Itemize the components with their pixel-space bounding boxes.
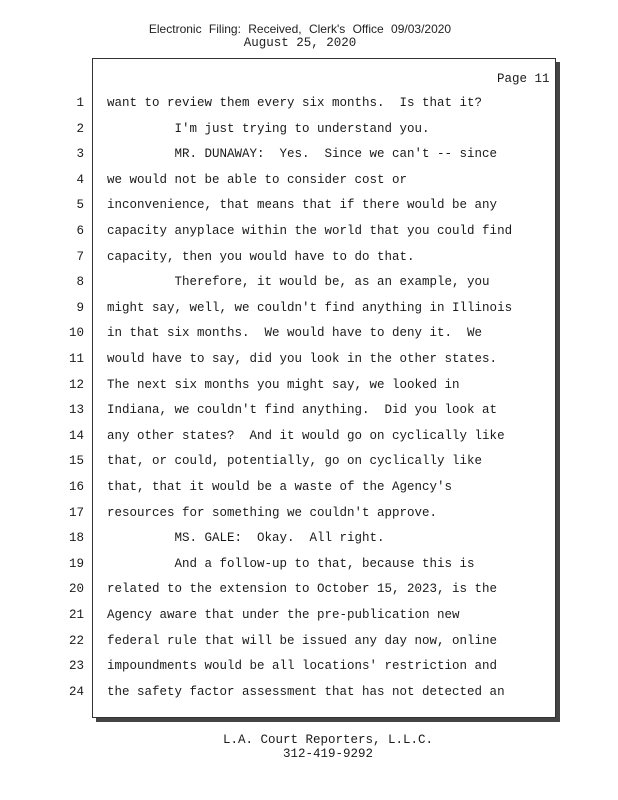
line-number: 7 <box>76 249 84 264</box>
efiling-stamp: Electronic Filing: Received, Clerk's Office 09/03/2020 <box>148 22 452 36</box>
transcript-line <box>0 145 560 163</box>
line-text: might say, well, we couldn't find anything in Illinois <box>107 300 513 315</box>
transcript-line <box>0 478 560 496</box>
line-number: 17 <box>68 505 84 520</box>
line-number: 2 <box>76 121 84 136</box>
line-number: 8 <box>76 275 84 290</box>
line-text: capacity, then you would have to do that. <box>107 249 415 264</box>
line-text: MS. GALE: Okay. All right. <box>107 531 385 546</box>
transcript-line <box>0 401 560 419</box>
line-text: inconvenience, that means that if there would be any <box>107 198 498 213</box>
line-text: federal rule that will be issued any day now, online <box>107 633 498 648</box>
line-number: 22 <box>68 633 84 648</box>
line-text: impoundments would be all locations' restriction and <box>107 659 498 674</box>
line-number: 19 <box>68 556 84 571</box>
line-number: 18 <box>68 531 84 546</box>
transcript-line <box>0 299 560 317</box>
line-number: 23 <box>68 659 84 674</box>
line-text: The next six months you might say, we looked in <box>107 377 460 392</box>
line-text: want to review them every six months. Is that it? <box>107 96 483 110</box>
transcript-line <box>0 580 560 598</box>
line-number: 21 <box>68 608 84 622</box>
transcript-line <box>0 529 560 547</box>
transcript-line <box>0 222 560 240</box>
line-number: 20 <box>68 582 84 597</box>
line-text: would have to say, did you look in the other states. <box>107 352 498 366</box>
line-text: that, that it would be a waste of the Agency's <box>107 480 453 494</box>
line-text: in that six months. We would have to deny it. We <box>107 326 483 341</box>
line-number: 10 <box>68 326 84 341</box>
line-number: 13 <box>68 403 84 418</box>
line-text: the safety factor assessment that has not detected an <box>107 684 505 699</box>
transcript-line <box>0 94 560 112</box>
page-number: Page 11 <box>497 72 550 86</box>
transcript-line <box>0 196 560 214</box>
line-number: 9 <box>76 300 84 315</box>
transcript-line <box>0 120 560 138</box>
reporter-phone: 312-419-9292 <box>282 747 373 761</box>
line-number: 1 <box>76 96 84 110</box>
line-text: we would not be able to consider cost or <box>107 172 408 187</box>
transcript-line <box>0 683 560 701</box>
line-text: related to the extension to October 15, 2023, is the <box>107 582 498 597</box>
transcript-line <box>0 657 560 675</box>
line-text: that, or could, potentially, go on cyclically like <box>107 454 483 469</box>
line-number: 16 <box>68 480 84 494</box>
line-number: 14 <box>68 428 84 443</box>
transcript-line <box>0 248 560 266</box>
line-number: 6 <box>76 224 84 238</box>
line-text: And a follow-up to that, because this is <box>107 556 475 571</box>
line-text: Indiana, we couldn't find anything. Did you look at <box>107 403 498 418</box>
transcript-line <box>0 632 560 650</box>
line-text: I'm just trying to understand you. <box>107 121 430 136</box>
line-text: MR. DUNAWAY: Yes. Since we can't -- since <box>107 147 498 162</box>
transcript-line <box>0 350 560 368</box>
line-text: resources for something we couldn't approve. <box>107 505 438 520</box>
line-number: 12 <box>68 377 84 392</box>
line-number: 5 <box>76 198 84 213</box>
transcript-line <box>0 376 560 394</box>
line-number: 24 <box>68 684 84 699</box>
transcript-line <box>0 273 560 291</box>
transcript-line <box>0 452 560 470</box>
transcript-line <box>0 427 560 445</box>
line-text: Agency aware that under the pre-publication new <box>107 608 460 622</box>
line-text: Therefore, it would be, as an example, you <box>107 275 490 290</box>
transcript-line <box>0 171 560 189</box>
line-number: 15 <box>68 454 84 469</box>
line-text: any other states? And it would go on cyclically like <box>107 428 505 443</box>
line-number: 3 <box>76 147 84 162</box>
line-number: 11 <box>68 352 84 366</box>
line-text: capacity anyplace within the world that you could find <box>107 224 513 238</box>
transcript-line <box>0 324 560 342</box>
line-number: 4 <box>76 172 84 187</box>
transcript-date: August 25, 2020 <box>243 36 357 50</box>
reporter-company: L.A. Court Reporters, L.L.C. <box>222 733 434 747</box>
transcript-line <box>0 606 560 624</box>
transcript-line <box>0 504 560 522</box>
transcript-line <box>0 555 560 573</box>
